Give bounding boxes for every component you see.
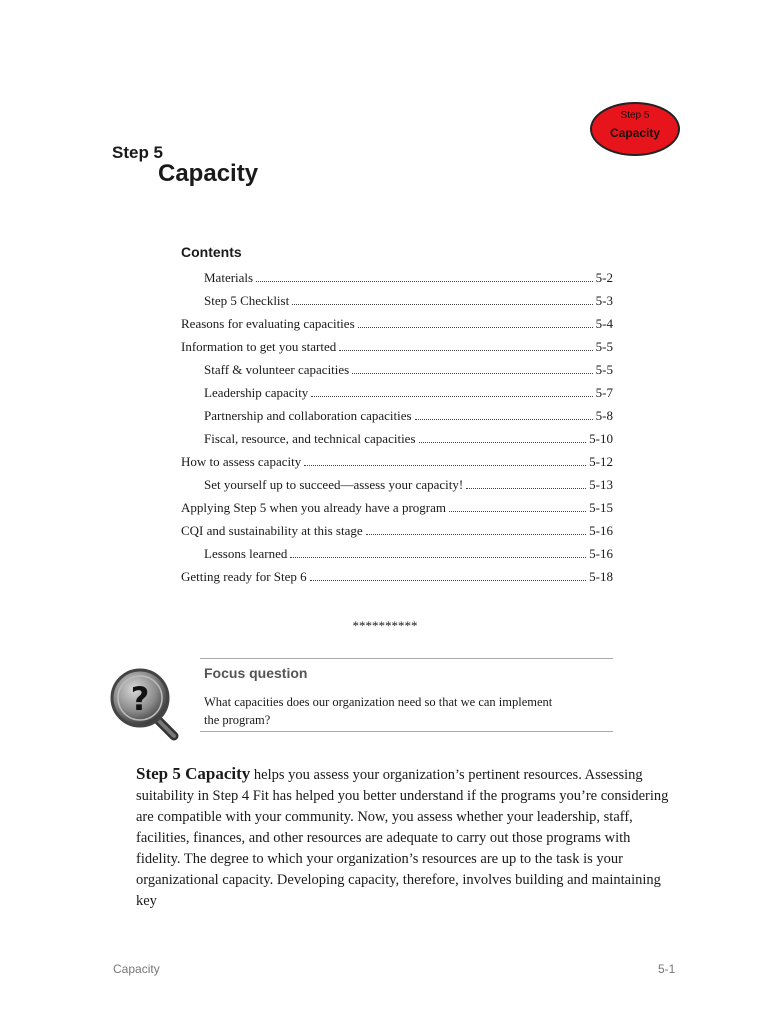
contents-heading: Contents [181,244,242,260]
toc-leader-dots [292,304,592,305]
toc-entry[interactable] [181,266,613,289]
toc-entry-title: Step 5 Checklist [204,293,290,308]
toc-entry[interactable] [181,427,613,450]
step-label: Step 5 [112,143,164,162]
intro-lead: Step 5 Capacity [136,764,251,783]
toc-leader-dots [311,396,592,397]
toc-leader-dots [358,327,593,328]
toc-entry[interactable] [181,496,613,519]
toc-entry[interactable] [181,358,613,381]
toc-entry-page: 5-5 [595,339,613,354]
focus-question-title: Focus question [204,665,308,681]
focus-question-text: What capacities does our organization need so that we can implement the program? [204,695,553,727]
toc-leader-dots [304,465,586,466]
toc-entry-title: Applying Step 5 when you already have a program [181,500,446,515]
toc-entry[interactable] [181,381,613,404]
toc-entry-page: 5-16 [589,546,613,561]
toc-entry-title: How to assess capacity [181,454,302,469]
separator: ********** [352,618,418,633]
toc-entry[interactable] [181,450,613,473]
toc-entry-page: 5-15 [589,500,613,515]
toc-entry-page: 5-12 [589,454,613,469]
badge-title: Capacity [609,126,661,140]
toc-leader-dots [352,373,592,374]
toc-leader-dots [466,488,586,489]
footer-page-number: 5-1 [658,962,676,976]
toc-entry-page: 5-4 [595,316,613,331]
footer-chapter: Capacity [113,962,160,976]
toc-entry[interactable] [181,565,613,588]
toc-leader-dots [290,557,586,558]
toc-entry[interactable] [181,519,613,542]
toc-entry-title: Materials [204,270,254,285]
toc-entry[interactable] [181,542,613,565]
toc-entry-page: 5-8 [595,408,613,423]
toc-leader-dots [419,442,587,443]
badge-step-label: Step 5 [620,110,650,121]
toc-leader-dots [310,580,587,581]
toc-entry-title: Reasons for evaluating capacities [181,316,355,331]
intro-paragraph [136,763,676,912]
toc-entry[interactable] [181,289,613,312]
toc-leader-dots [366,534,587,535]
toc-leader-dots [449,511,586,512]
step-badge [590,102,680,156]
toc-entry[interactable] [181,404,613,427]
toc-entry-title: Getting ready for Step 6 [181,569,307,584]
toc-leader-dots [415,419,593,420]
focus-question-box [200,658,613,732]
toc-entry-page: 5-7 [595,385,613,400]
toc-entry-page: 5-13 [589,477,613,492]
toc-entry-page: 5-3 [595,293,613,308]
toc-entry-title: Leadership capacity [204,385,309,400]
page-title: Capacity [158,160,259,187]
toc-entry[interactable] [181,312,613,335]
toc-leader-dots [256,281,593,282]
toc-entry[interactable] [181,473,613,496]
table-of-contents [181,266,613,588]
toc-entry-title: Information to get you started [181,339,337,354]
toc-leader-dots [339,350,592,351]
intro-text: helps you assess your organization’s pertinent resources. Assessing suitability in Step 4 Fit has helped you better understand if the programs you’re considering are compatible with your community. Now, you assess whether your leadership, staff, facilities, finances, and other resources are adequate to carry out those programs with fidelity. The degree to which your organization’s resources are up to the task is your organizational capacity. Developing capacity, therefore, involves building and maintaining key [136,767,669,909]
toc-entry-page: 5-16 [589,523,613,538]
toc-entry-title: Set yourself up to succeed—assess your capacity! [204,477,464,492]
toc-entry-title: CQI and sustainability at this stage [181,523,363,538]
toc-entry[interactable] [181,335,613,358]
toc-entry-page: 5-18 [589,569,613,584]
svg-text:?: ? [130,680,150,718]
toc-entry-title: Partnership and collaboration capacities [204,408,412,423]
toc-entry-title: Fiscal, resource, and technical capacities [204,431,416,446]
toc-entry-page: 5-10 [589,431,613,446]
toc-entry-title: Lessons learned [204,546,288,561]
toc-entry-page: 5-2 [595,270,613,285]
toc-entry-title: Staff & volunteer capacities [204,362,350,377]
toc-entry-page: 5-5 [595,362,613,377]
question-magnifier-icon [108,666,184,742]
